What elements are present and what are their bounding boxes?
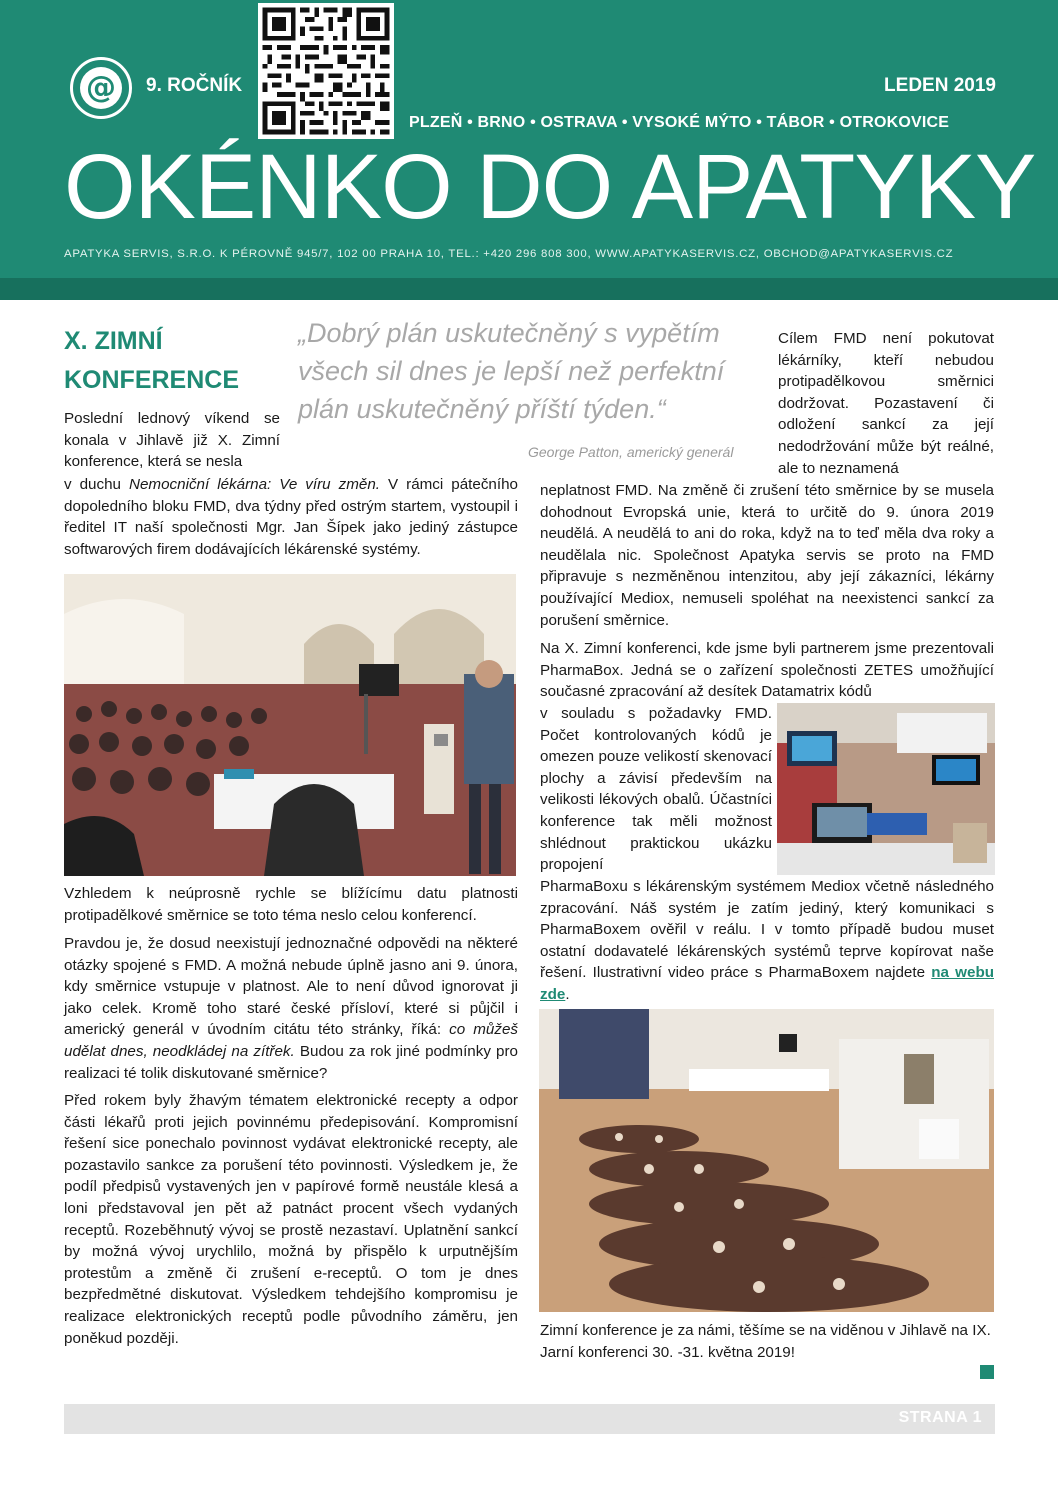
- right-text-2c: PharmaBoxu s lékárenským systémem Mediox včetně následného zpracování. Náš systém je zatím jediný, který komunikaci s PharmaBoxem ověřil v reálu. I v tomto případě budou muset ostatní dodavatelé lékárenských systémů teprve kopírovat naše řešení. Ilustrativní video práce s PharmaBoxem najdete na webu zde.: [540, 878, 994, 1003]
- branch-cities: PLZEŇ • BRNO • OSTRAVA • VYSOKÉ MÝTO • TÁBOR • OTROKOVICE: [409, 114, 950, 131]
- page-number: STRANA 1: [898, 1409, 982, 1426]
- video-link[interactable]: na webu zde: [540, 964, 994, 1003]
- qr-code[interactable]: [258, 3, 394, 139]
- right-text-top: Cílem FMD není pokutovat lékárníky, kteří nebudou protipadělkovou směrnici dodržovat. Pozastavení či odložení sankcí za její nedodržování může být reálné, ale to neznamená: [778, 330, 994, 477]
- intro-theme-italic: Nemocniční lékárna: Ve víru změn.: [129, 476, 380, 493]
- issue-date: LEDEN 2019: [884, 75, 996, 96]
- right-paragraph-top: [778, 328, 994, 479]
- right-paragraph-2-rest: [540, 876, 994, 1006]
- qr-code-icon: [258, 3, 394, 139]
- left-text-1: Vzhledem k neúprosně rychle se blížícímu datu platnosti protipadělkové směrnice se toto téma neslo celou konferencí.: [64, 885, 518, 924]
- left-paragraph-2: [64, 933, 518, 1084]
- closing-paragraph: [540, 1320, 998, 1363]
- pull-quote: „Dobrý plán uskutečněný s vypětím všech sil dnes je lepší než perfektní plán uskutečněný příští týden.“: [298, 318, 725, 424]
- masthead: [0, 0, 1058, 278]
- left-text-2: Pravdou je, že dosud neexistují jednoznačné odpovědi na některé otázky spojené s FMD. A možná nebude úplně jasno ani 9. února, kdy směrnice vstupuje v platnost. Ale to není důvod ignorovat ji jako celek. Kromě toho staré české přísloví, které si půjčil i americký generál v úvodním citátu této stránky, říká: co můžeš udělat dnes, neodkládej na zítřek. Budou za rok jiné podmínky pro realizaci té tolik diskutované směrnice?: [64, 935, 518, 1082]
- apatyka-logo: [70, 57, 132, 119]
- intro-paragraph-b: [64, 474, 518, 560]
- closing-text: Zimní konference je za námi, těšíme se na viděnou v Jihlavě na IX. Jarní konferenci 30. -31. května 2019!: [540, 1322, 991, 1361]
- intro-text-b: v duchu Nemocniční lékárna: Ve víru změn. V rámci pátečního dopoledního bloku FMD, dva týdny před ostrým startem, vystoupil i ředitel IT naší společnosti Mgr. Jan Šípek jako jediný zástupce softwarových firem dodávajících lékárenské systémy.: [64, 476, 518, 558]
- end-mark: [980, 1365, 994, 1379]
- newsletter-title: OKÉNKO DO APATYKY: [64, 136, 1036, 238]
- right-text-2a: Na X. Zimní konferenci, kde jsme byli partnerem jsme prezentovali PharmaBox. Jedná se o zařízení společnosti ZETES umožňující současné zpracování až desítek Datamatrix kódů: [540, 640, 994, 701]
- right-text-1: neplatnost FMD. Na změně či zrušení této směrnice by se musela dohodnout Evropská unie, která to určitě do 9. února 2019 neudělá. A neudělá to ani do roka, když na to teď měla dva roky a neudělala nic. Společnost Apatyka servis se proto na FMD připravuje s nezměněnou intenzitou, aby její zákazníci, lékárny používající Mediox, nemuseli spoléhat na neexistenci sankcí za porušení směrnice.: [540, 482, 994, 629]
- proverb-italic: co můžeš udělat dnes, neodkládej na zítřek.: [64, 1021, 518, 1060]
- right-paragraph-1: [540, 480, 994, 631]
- intro-paragraph-a: [64, 408, 280, 473]
- right-paragraph-2-full: [540, 638, 994, 703]
- volume-label: 9. ROČNÍK: [146, 75, 243, 96]
- company-address: APATYKA SERVIS, S.R.O. K PÉROVNĚ 945/7, 102 00 PRAHA 10, TEL.: +420 296 808 300, WWW.APATYKASERVIS.CZ, OBCHOD@APATYKASERVIS.CZ: [64, 248, 954, 260]
- header-divider: [0, 278, 1058, 300]
- article-heading: X. ZIMNÍ KONFERENCE: [64, 327, 240, 394]
- right-text-2b: v souladu s požadavky FMD. Počet kontrolovaných kódů je omezen pouze velikostí skenovací plochy a závisí především na velikosti lékových obalů. Účastníci konference tak měli možnost shlédnout praktickou ukázku propojení: [540, 705, 772, 874]
- page-footer: [64, 1404, 995, 1434]
- right-paragraph-2-narrow: [540, 703, 772, 876]
- quote-author: George Patton, americký generál: [528, 444, 734, 460]
- audience-photo: [539, 1009, 994, 1312]
- at-sign-icon: @: [80, 67, 122, 109]
- left-paragraph-1: [64, 883, 518, 926]
- left-text-3: Před rokem byly žhavým tématem elektronické recepty a odpor části lékařů proti jejich povinnému předepisování. Kompromisní řešení sice ponechalo povinnost vydávat elektronické recepty, ale pozastavilo sankce za porušení této povinnosti. Výsledkem je, že podíl předpisů vystavených jen v papírové formě neustále klesá a loni představoval jen pět až patnáct procent všech vydaných receptů. Rozeběhnutý vývoj se prostě nezastaví. Uplatnění sankcí by možná vývoj urychlilo, možná by přispělo k urputnějším protestům a změně či zrušení e-receptů. O tom je dnes bezpředmětné diskutovat. Výsledkem tehdejšího kompromisu je realizace elektronických receptů podle původního záměru, jen poněkud později.: [64, 1092, 518, 1347]
- left-paragraph-3: [64, 1090, 518, 1349]
- conference-hall-photo: [64, 574, 516, 876]
- intro-text-a: Poslední lednový víkend se konala v Jihlavě již X. Zimní konference, která se nesla: [64, 410, 280, 471]
- pharmabox-photo: [777, 703, 995, 875]
